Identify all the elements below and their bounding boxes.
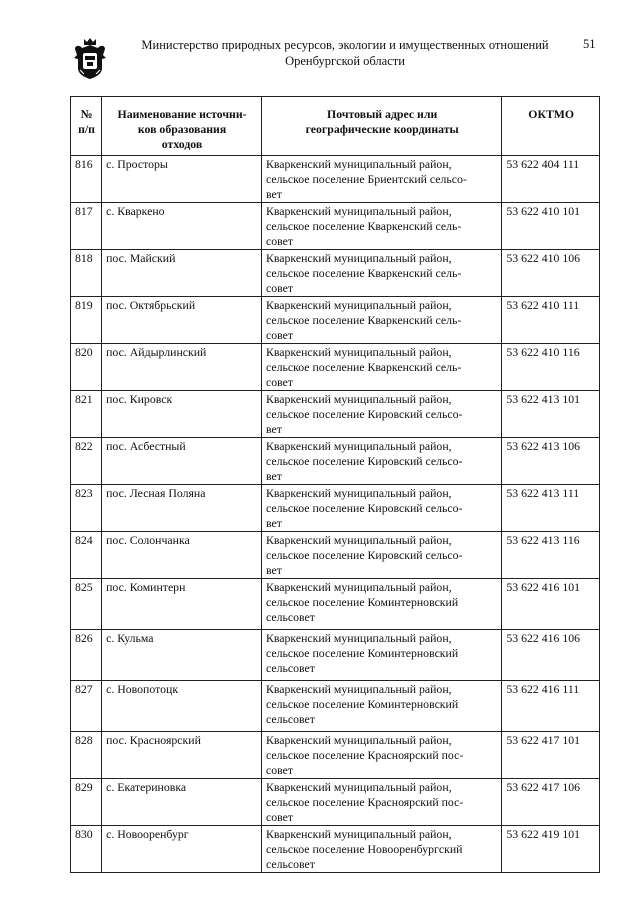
- cell-number: 816: [71, 156, 102, 203]
- cell-source-name: с. Новопотоцк: [102, 681, 262, 732]
- cell-source-name: пос. Айдырлинский: [102, 344, 262, 391]
- cell-address: Кваркенский муниципальный район, сельское поселение Бриентский сельсо- вет: [261, 156, 501, 203]
- cell-source-name: пос. Октябрьский: [102, 297, 262, 344]
- header-region-line: Оренбургской области: [285, 54, 405, 68]
- cell-source-name: пос. Кировск: [102, 391, 262, 438]
- cell-address: Кваркенский муниципальный район, сельское поселение Новооренбургский сельсовет: [261, 826, 501, 873]
- table-row: [71, 250, 600, 297]
- table-row: [71, 297, 600, 344]
- document-header: [130, 37, 560, 69]
- cell-source-name: пос. Асбестный: [102, 438, 262, 485]
- cell-number: 818: [71, 250, 102, 297]
- cell-address: Кваркенский муниципальный район, сельское поселение Коминтерновский сельсовет: [261, 579, 501, 630]
- cell-oktmo: 53 622 416 106: [502, 630, 600, 681]
- table-row: [71, 630, 600, 681]
- cell-number: 826: [71, 630, 102, 681]
- cell-number: 822: [71, 438, 102, 485]
- cell-source-name: с. Кульма: [102, 630, 262, 681]
- cell-address: Кваркенский муниципальный район, сельское поселение Кваркенский сель- совет: [261, 344, 501, 391]
- header-ministry-line: Министерство природных ресурсов, экологии и имущественных отношений: [141, 38, 549, 52]
- waste-sources-table: [70, 96, 600, 873]
- cell-address: Кваркенский муниципальный район, сельское поселение Коминтерновский сельсовет: [261, 681, 501, 732]
- cell-oktmo: 53 622 413 106: [502, 438, 600, 485]
- table-row: [71, 681, 600, 732]
- cell-oktmo: 53 622 417 106: [502, 779, 600, 826]
- cell-oktmo: 53 622 410 106: [502, 250, 600, 297]
- coat-of-arms-icon: [72, 36, 108, 80]
- column-header-oktmo: ОКТМО: [502, 97, 600, 156]
- table-row: [71, 579, 600, 630]
- cell-number: 828: [71, 732, 102, 779]
- cell-address: Кваркенский муниципальный район, сельское поселение Кваркенский сель- совет: [261, 297, 501, 344]
- cell-oktmo: 53 622 410 101: [502, 203, 600, 250]
- cell-source-name: пос. Лесная Поляна: [102, 485, 262, 532]
- cell-oktmo: 53 622 410 111: [502, 297, 600, 344]
- cell-address: Кваркенский муниципальный район, сельское поселение Коминтерновский сельсовет: [261, 630, 501, 681]
- cell-number: 830: [71, 826, 102, 873]
- cell-oktmo: 53 622 416 101: [502, 579, 600, 630]
- cell-source-name: с. Просторы: [102, 156, 262, 203]
- cell-oktmo: 53 622 413 111: [502, 485, 600, 532]
- table-row: [71, 732, 600, 779]
- cell-address: Кваркенский муниципальный район, сельское поселение Кваркенский сель- совет: [261, 250, 501, 297]
- cell-address: Кваркенский муниципальный район, сельское поселение Кировский сельсо- вет: [261, 391, 501, 438]
- cell-number: 829: [71, 779, 102, 826]
- table-row: [71, 438, 600, 485]
- table-row: [71, 156, 600, 203]
- table-row: [71, 344, 600, 391]
- page-number: 51: [583, 37, 596, 51]
- column-header-number: № п/п: [71, 97, 102, 156]
- cell-number: 821: [71, 391, 102, 438]
- cell-oktmo: 53 622 419 101: [502, 826, 600, 873]
- cell-oktmo: 53 622 413 116: [502, 532, 600, 579]
- cell-oktmo: 53 622 410 116: [502, 344, 600, 391]
- cell-oktmo: 53 622 404 111: [502, 156, 600, 203]
- cell-source-name: пос. Коминтерн: [102, 579, 262, 630]
- cell-source-name: пос. Красноярский: [102, 732, 262, 779]
- cell-number: 825: [71, 579, 102, 630]
- cell-number: 827: [71, 681, 102, 732]
- cell-source-name: с. Кваркено: [102, 203, 262, 250]
- column-header-address: Почтовый адрес или географические координаты: [261, 97, 501, 156]
- cell-address: Кваркенский муниципальный район, сельское поселение Кировский сельсо- вет: [261, 438, 501, 485]
- cell-source-name: пос. Солончанка: [102, 532, 262, 579]
- table-row: [71, 485, 600, 532]
- cell-oktmo: 53 622 416 111: [502, 681, 600, 732]
- cell-address: Кваркенский муниципальный район, сельское поселение Красноярский пос- совет: [261, 779, 501, 826]
- table-row: [71, 532, 600, 579]
- cell-oktmo: 53 622 417 101: [502, 732, 600, 779]
- cell-source-name: с. Новооренбург: [102, 826, 262, 873]
- cell-number: 823: [71, 485, 102, 532]
- cell-oktmo: 53 622 413 101: [502, 391, 600, 438]
- table-header-row: [71, 97, 600, 156]
- cell-address: Кваркенский муниципальный район, сельское поселение Кировский сельсо- вет: [261, 532, 501, 579]
- table-row: [71, 779, 600, 826]
- cell-number: 819: [71, 297, 102, 344]
- cell-address: Кваркенский муниципальный район, сельское поселение Кваркенский сель- совет: [261, 203, 501, 250]
- cell-number: 820: [71, 344, 102, 391]
- table-row: [71, 826, 600, 873]
- cell-number: 817: [71, 203, 102, 250]
- table-row: [71, 203, 600, 250]
- table-row: [71, 391, 600, 438]
- cell-address: Кваркенский муниципальный район, сельское поселение Кировский сельсо- вет: [261, 485, 501, 532]
- cell-source-name: пос. Майский: [102, 250, 262, 297]
- cell-source-name: с. Екатериновка: [102, 779, 262, 826]
- cell-number: 824: [71, 532, 102, 579]
- cell-address: Кваркенский муниципальный район, сельское поселение Красноярский пос- совет: [261, 732, 501, 779]
- column-header-source-name: Наименование источни- ков образования отходов: [102, 97, 262, 156]
